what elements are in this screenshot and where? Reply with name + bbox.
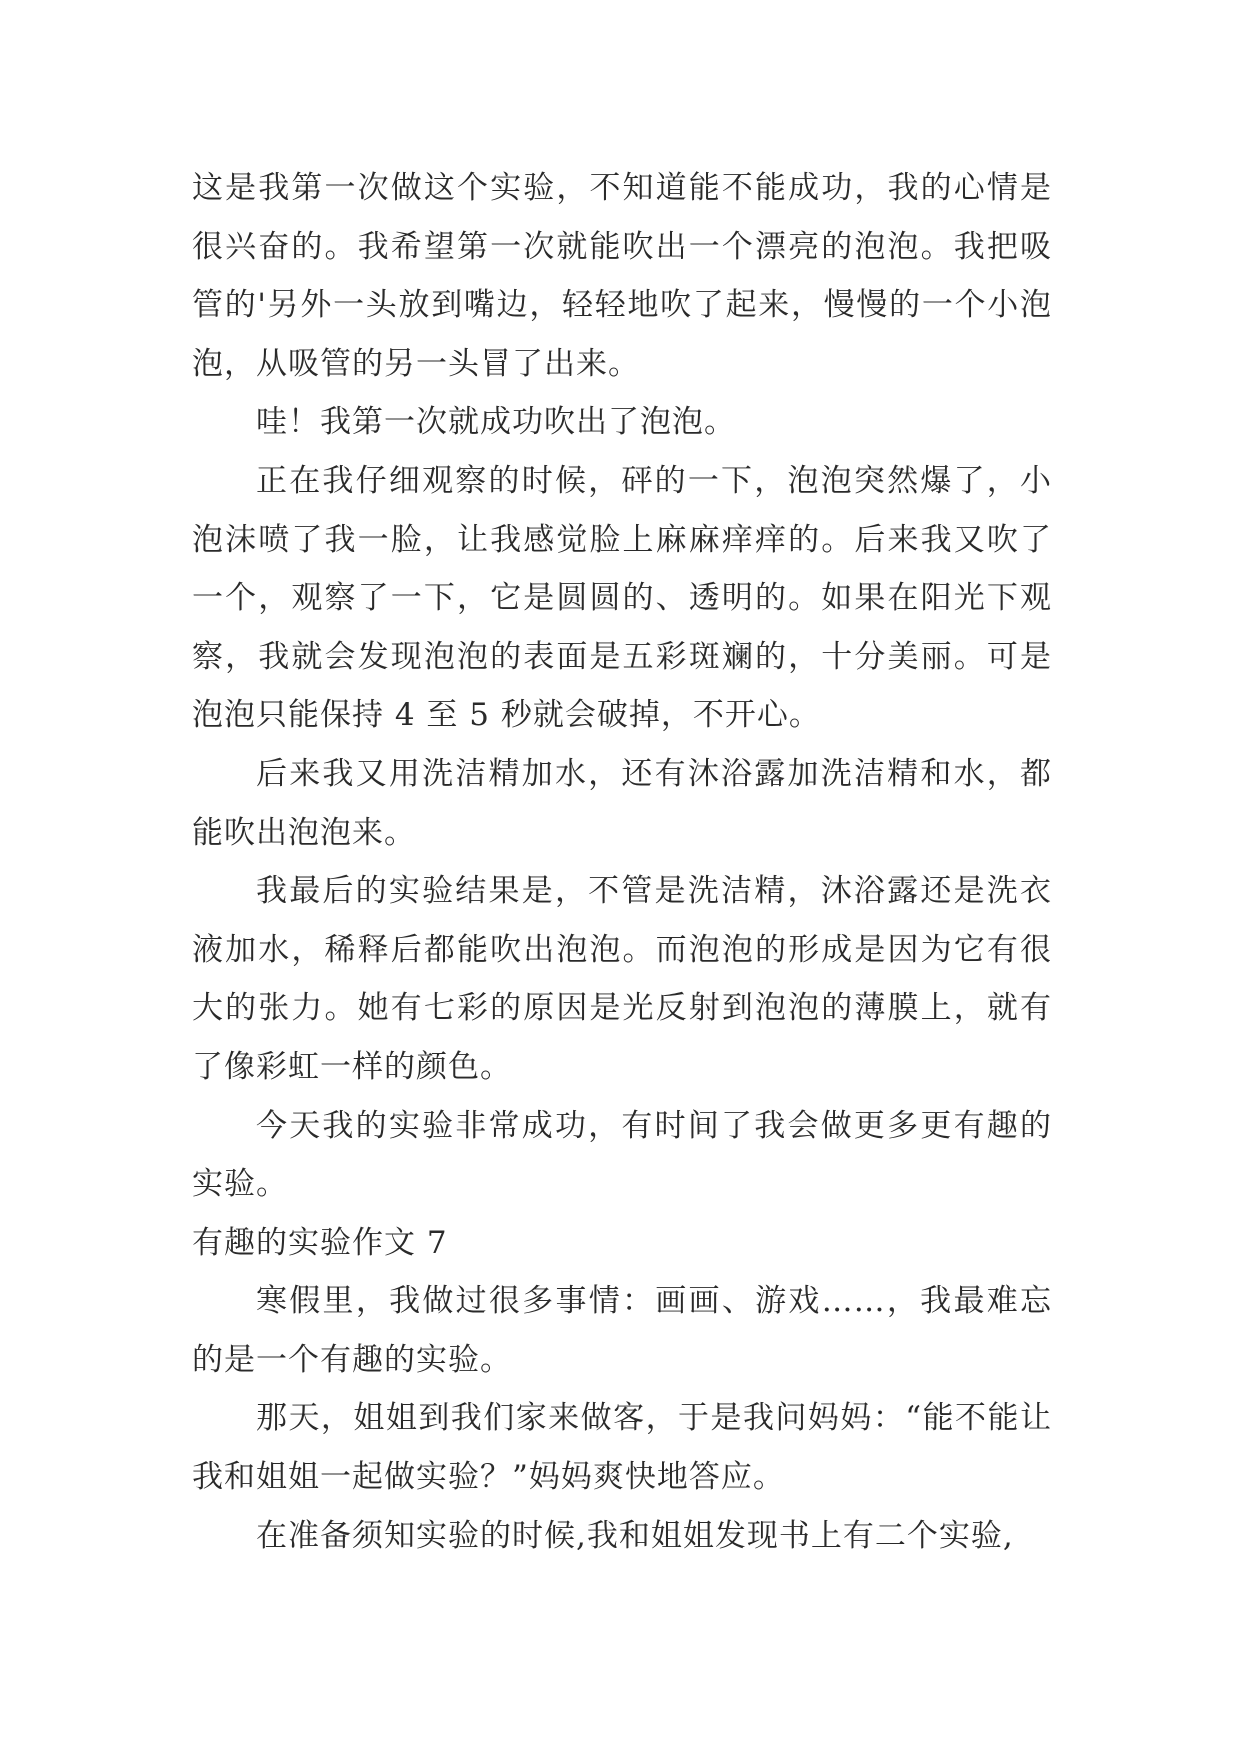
- paragraph: 哇！我第一次就成功吹出了泡泡。: [256, 404, 736, 441]
- document-body: [192, 159, 1052, 1565]
- paragraph: 那天，姐姐到我们家来做客，于是我问妈妈：“能不能让我和姐姐一起做实验？”妈妈爽快地答应。: [192, 1400, 1052, 1496]
- paragraph: 正在我仔细观察的时候，砰的一下，泡泡突然爆了，小泡沫喷了我一脸，让我感觉脸上麻麻痒痒的。后来我又吹了一个，观察了一下，它是圆圆的、透明的。如果在阳光下观察，我就会发现泡泡的表面是五彩斑斓的，十分美丽。可是泡泡只能保持 4 至 5 秒就会破掉，不开心。: [192, 462, 1052, 734]
- paragraph: 后来我又用洗洁精加水，还有沐浴露加洗洁精和水，都能吹出泡泡来。: [192, 755, 1052, 851]
- paragraph: 今天我的实验非常成功，有时间了我会做更多更有趣的实验。: [192, 1107, 1052, 1203]
- paragraph: 我最后的实验结果是，不管是洗洁精，沐浴露还是洗衣液加水，稀释后都能吹出泡泡。而泡泡的形成是因为它有很大的张力。她有七彩的原因是光反射到泡泡的薄膜上，就有了像彩虹一样的颜色。: [192, 873, 1052, 1085]
- section-title: 有趣的实验作文 7: [192, 1224, 448, 1261]
- paragraph: 在准备须知实验的时候,我和姐姐发现书上有二个实验,: [256, 1517, 1014, 1554]
- paragraph: 这是我第一次做这个实验，不知道能不能成功，我的心情是很兴奋的。我希望第一次就能吹出一个漂亮的泡泡。我把吸管的'另外一头放到嘴边，轻轻地吹了起来，慢慢的一个小泡泡，从吸管的另一头冒了出来。: [192, 170, 1052, 382]
- paragraph: 寒假里，我做过很多事情：画画、游戏……，我最难忘的是一个有趣的实验。: [192, 1283, 1052, 1378]
